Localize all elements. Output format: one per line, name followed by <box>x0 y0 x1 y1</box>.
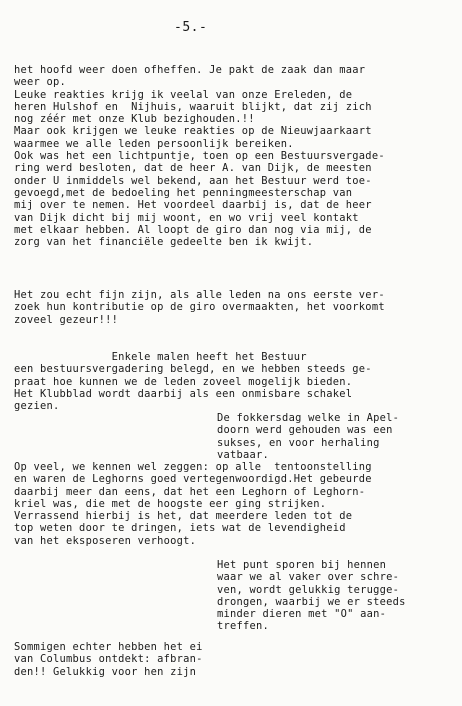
text-line: waar we al vaker over schre- <box>217 571 400 584</box>
text-line: gezien. <box>14 400 60 413</box>
text-line: den!! Gelukkig voor hen zijn <box>14 665 197 678</box>
text-line: Het zou echt fijn zijn, als alle leden na ons eerste ver- <box>14 289 385 301</box>
text-line: nog zéér met onze Klub bezighouden.!! <box>14 113 255 126</box>
text-line: minder dieren met "O" aan- <box>217 608 387 621</box>
text-line: heren Hulshof en Nijhuis, waaruit blijkt, dat zij zich <box>14 100 372 113</box>
text-line: Sommigen echter hebben het ei <box>14 641 203 653</box>
paragraph-board-meetings <box>14 351 372 412</box>
text-line: gevoegd,met de bedoeling het penningmeesterschap van <box>14 186 353 199</box>
paragraph-spurs-on-hens <box>217 559 406 633</box>
paragraph-reactions-and-treasurer <box>14 64 385 248</box>
text-line: kriel was, die met de hoogste eer ging strijken. <box>14 497 327 510</box>
text-line: Enkele malen heeft het Bestuur <box>14 351 307 363</box>
text-line: onder U inmiddels wel bekend, aan het Bestuur werd toe- <box>14 174 372 187</box>
page-number: -5.- <box>174 20 208 35</box>
text-line: vatbaar. <box>217 448 270 461</box>
text-line: Het Klubblad wordt daarbij als een onmisbare schakel <box>14 387 353 400</box>
text-line: Maar ook krijgen we leuke reakties op de Nieuwjaarkaart <box>14 125 372 138</box>
text-line: doorn werd gehouden was een <box>217 424 393 437</box>
text-line: waarmee we alle leden persoonlijk bereiken. <box>14 137 294 150</box>
text-line: Het punt sporen bij hennen <box>217 559 387 571</box>
text-line: top weten door te dringen, iets wat de levendigheid <box>14 522 346 535</box>
text-line: ven, wordt gelukkig terugge- <box>217 583 400 596</box>
text-line: Ook was het een lichtpuntje, toen op een Bestuursvergade- <box>14 150 385 163</box>
text-line: daarbij meer dan eens, dat het een Leghorn of Leghorn- <box>14 485 366 498</box>
text-line: zoek hun kontributie op de giro overmaakten, het voorkomt <box>14 301 385 314</box>
text-line: zorg van het financiële gedeelte ben ik kwijt. <box>14 236 314 249</box>
text-line: weer op. <box>14 76 67 89</box>
text-line: Leuke reakties krijg ik veelal van onze Ereleden, de <box>14 88 353 101</box>
text-line: drongen, waarbij we er steeds <box>217 595 406 608</box>
text-line: treffen. <box>217 620 270 633</box>
text-line: zoveel gezeur!!! <box>14 313 119 326</box>
text-line: Op veel, we kennen wel zeggen: op alle tentoonstelling <box>14 461 372 473</box>
text-line: een bestuursvergadering belegd, en we hebben steeds ge- <box>14 363 372 376</box>
text-line: De fokkersdag welke in Apel- <box>217 412 400 424</box>
text-line: van Columbus ontdekt: afbran- <box>14 653 203 666</box>
text-line: sukses, en voor herhaling <box>217 436 380 449</box>
paragraph-breeders-day <box>217 412 399 461</box>
text-line: mij over te nemen. Het voordeel daarbij is, dat de heer <box>14 199 372 212</box>
paragraph-columbus-egg <box>14 641 203 678</box>
text-line: Verrassend hierbij is het, dat meerdere leden tot de <box>14 510 353 523</box>
text-line: van het eksposeren verhoogt. <box>14 534 197 547</box>
paragraph-exhibitions <box>14 461 372 547</box>
text-line: het hoofd weer doen ofheffen. Je pakt de zaak dan maar <box>14 64 366 76</box>
text-line: praat hoe kunnen we de leden zoveel mogelijk bieden. <box>14 375 353 388</box>
text-line: en waren de Leghorns goed vertegenwoordigd.Het gebeurde <box>14 473 372 486</box>
text-line: met elkaar hebben. Al loopt de giro dan nog via mij, de <box>14 223 372 236</box>
text-line: ring werd besloten, dat de heer A. van Dijk, de meesten <box>14 162 372 175</box>
text-line: van Dijk dicht bij mij woont, en wo vrij veel kontakt <box>14 211 359 224</box>
paragraph-contribution-request <box>14 289 385 326</box>
